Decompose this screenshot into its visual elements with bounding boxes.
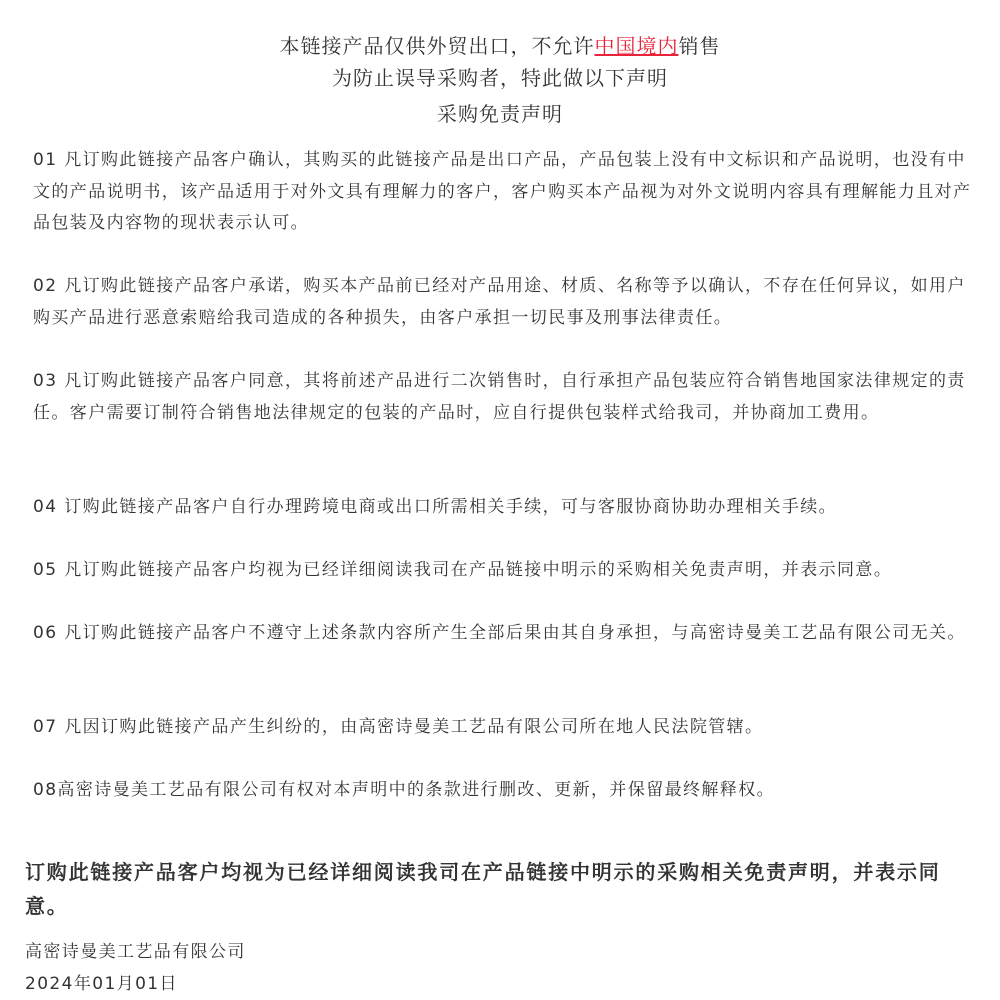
header-line1-prefix: 本链接产品仅供外贸出口，不允许 — [279, 34, 595, 58]
clause-03: 03 凡订购此链接产品客户同意，其将前述产品进行二次销售时，自行承担产品包装应符合销售地国家法律规定的责任。客户需要订制符合销售地法律规定的包装的产品时，应自行提供包装样式给我司，并协商加工费用。 — [33, 371, 966, 423]
clause-02: 02 凡订购此链接产品客户承诺，购买本产品前已经对产品用途、材质、名称等予以确认，不存在任何异议，如用户购买产品进行恶意索赔给我司造成的各种损失，由客户承担一切民事及刑事法律责任。 — [33, 276, 966, 328]
signature-company: 高密诗曼美工艺品有限公司 — [25, 942, 246, 962]
clause-05: 05 凡订购此链接产品客户均视为已经详细阅读我司在产品链接中明示的采购相关免责声明，并表示同意。 — [33, 560, 893, 580]
header-highlight-mainland-china: 中国境内 — [594, 34, 679, 58]
disclaimer-title: 采购免责声明 — [437, 102, 563, 126]
confirmation-statement: 订购此链接产品客户均视为已经详细阅读我司在产品链接中明示的采购相关免责声明，并表示同意。 — [25, 860, 941, 918]
disclaimer-header — [0, 30, 1000, 130]
header-line1-suffix: 销售 — [678, 34, 721, 58]
header-line-notice: 为防止误导采购者，特此做以下声明 — [332, 66, 668, 90]
clause-04: 04 订购此链接产品客户自行办理跨境电商或出口所需相关手续，可与客服协商协助办理相关手续。 — [33, 497, 838, 517]
clause-01: 01 凡订购此链接产品客户确认，其购买的此链接产品是出口产品，产品包装上没有中文标识和产品说明，也没有中文的产品说明书，该产品适用于对外文具有理解力的客户，客户购买本产品视为对外文说明内容具有理解能力且对产品包装及内容物的现状表示认可。 — [33, 150, 972, 233]
clause-08: 08高密诗曼美工艺品有限公司有权对本声明中的条款进行删改、更新，并保留最终解释权。 — [33, 780, 776, 800]
clause-07: 07 凡因订购此链接产品产生纠纷的，由高密诗曼美工艺品有限公司所在地人民法院管辖。 — [33, 717, 764, 737]
signature-date: 2024年01月01日 — [25, 974, 178, 994]
clause-06: 06 凡订购此链接产品客户不遵守上述条款内容所产生全部后果由其自身承担，与高密诗曼美工艺品有限公司无关。 — [33, 623, 966, 643]
header-line-export-only — [0, 30, 1000, 62]
